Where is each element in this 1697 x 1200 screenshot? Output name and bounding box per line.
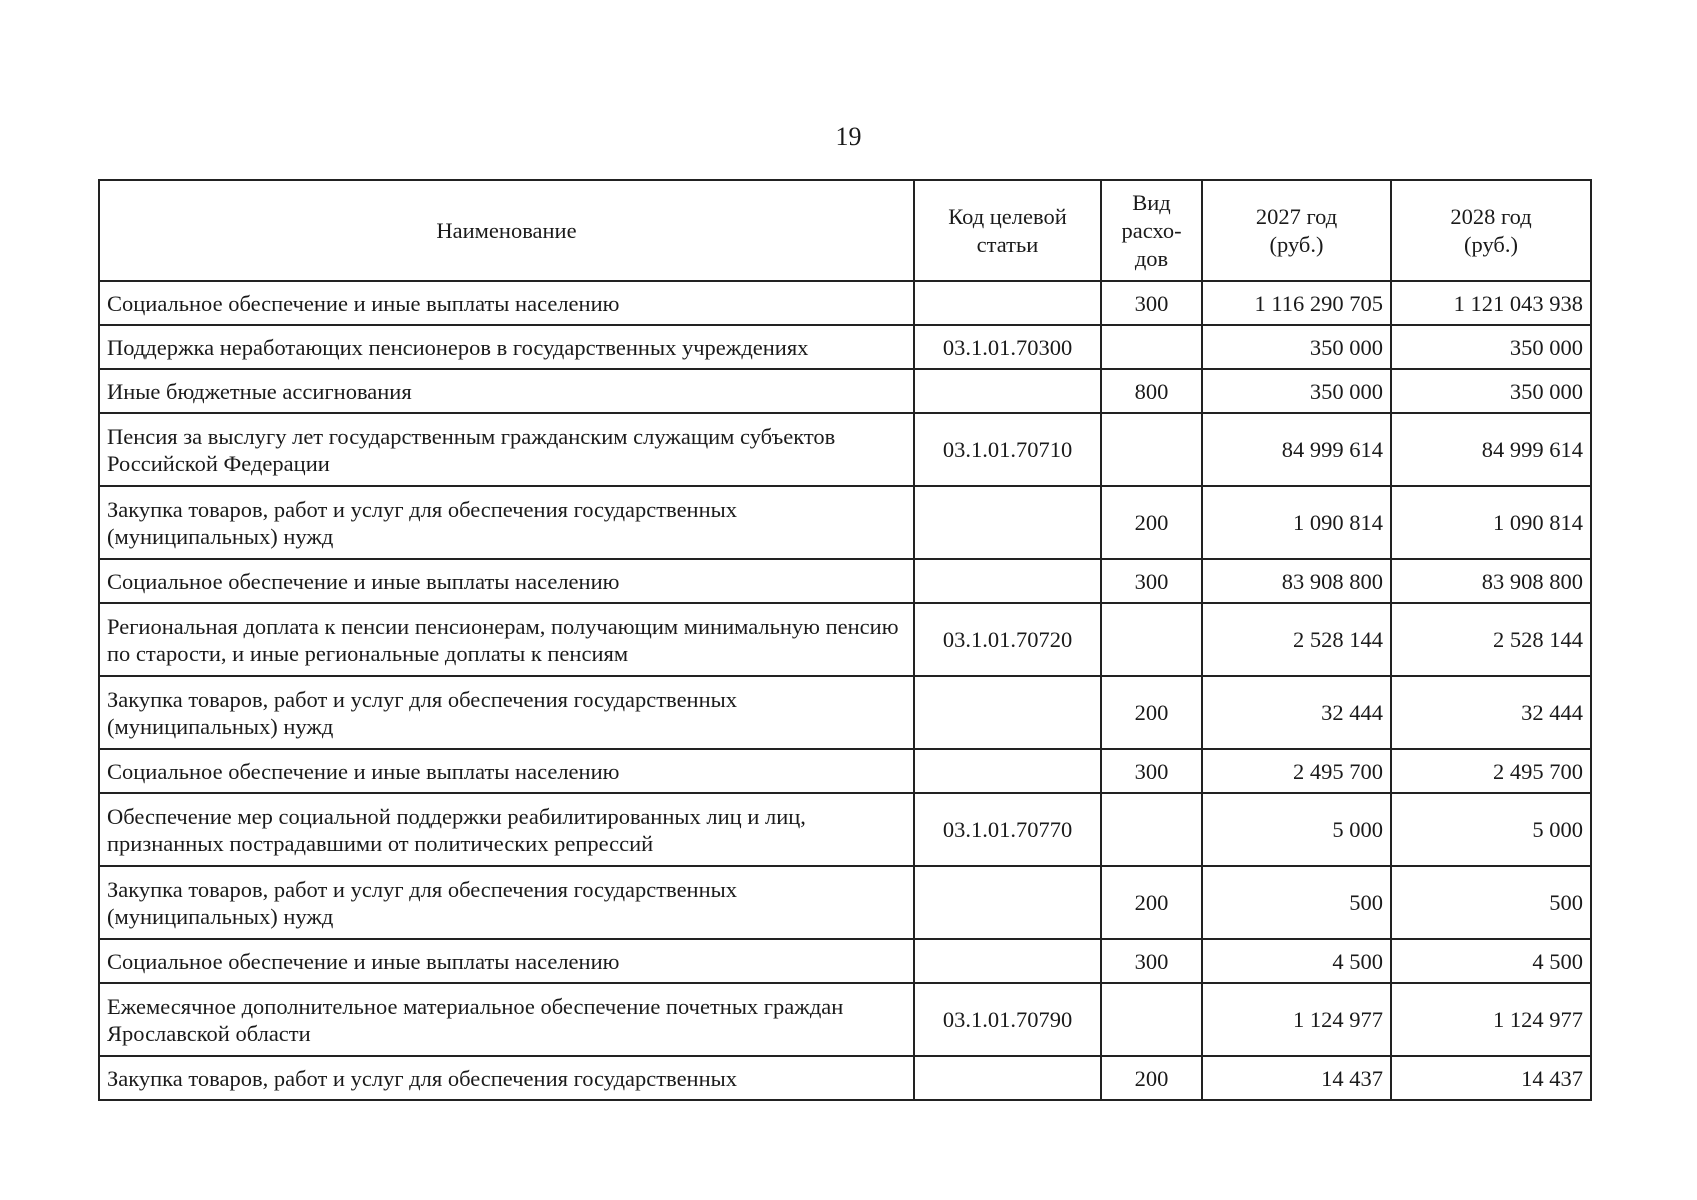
- row-type: [1101, 325, 1202, 369]
- header-type: [1101, 180, 1202, 281]
- row-2028: 1 121 043 938: [1391, 281, 1591, 325]
- row-code: [914, 559, 1101, 603]
- row-code: [914, 1056, 1101, 1100]
- header-type-text: Вид расхо-дов: [1121, 189, 1182, 271]
- row-type: 300: [1101, 559, 1202, 603]
- header-2027-text: 2027 год (руб.): [1255, 203, 1338, 257]
- row-2027: 350 000: [1202, 325, 1391, 369]
- row-name: Обеспечение мер социальной поддержки реабилитированных лиц и лиц, признанных пострадавшими от политических репрессий: [99, 793, 914, 866]
- row-2027: 4 500: [1202, 939, 1391, 983]
- row-2027: 350 000: [1202, 369, 1391, 413]
- row-code: [914, 676, 1101, 749]
- table-row: [99, 676, 1591, 749]
- row-name: Социальное обеспечение и иные выплаты населению: [99, 559, 914, 603]
- row-2027: 5 000: [1202, 793, 1391, 866]
- row-type: 300: [1101, 749, 1202, 793]
- row-type: 200: [1101, 486, 1202, 559]
- row-2028: 350 000: [1391, 369, 1591, 413]
- row-2027: 1 116 290 705: [1202, 281, 1391, 325]
- table-row: [99, 559, 1591, 603]
- row-code: [914, 369, 1101, 413]
- row-name: Иные бюджетные ассигнования: [99, 369, 914, 413]
- row-type: [1101, 413, 1202, 486]
- row-type: 200: [1101, 676, 1202, 749]
- budget-table: [98, 179, 1592, 1101]
- row-2028: 84 999 614: [1391, 413, 1591, 486]
- row-2028: 1 124 977: [1391, 983, 1591, 1056]
- row-name: Поддержка неработающих пенсионеров в государственных учреждениях: [99, 325, 914, 369]
- header-2028: [1391, 180, 1591, 281]
- row-2028: 14 437: [1391, 1056, 1591, 1100]
- row-type: 300: [1101, 939, 1202, 983]
- row-code: [914, 866, 1101, 939]
- row-type: [1101, 983, 1202, 1056]
- table-header-row: [99, 180, 1591, 281]
- table-row: [99, 866, 1591, 939]
- row-2027: 2 495 700: [1202, 749, 1391, 793]
- table-row: [99, 325, 1591, 369]
- row-type: 200: [1101, 866, 1202, 939]
- row-name: Пенсия за выслугу лет государственным гражданским служащим субъектов Российской Федерации: [99, 413, 914, 486]
- table-row: [99, 983, 1591, 1056]
- row-code: [914, 281, 1101, 325]
- row-2028: 1 090 814: [1391, 486, 1591, 559]
- row-2027: 32 444: [1202, 676, 1391, 749]
- table-row: [99, 486, 1591, 559]
- row-2027: 14 437: [1202, 1056, 1391, 1100]
- row-type: [1101, 793, 1202, 866]
- row-code: [914, 486, 1101, 559]
- table-row: [99, 939, 1591, 983]
- row-2028: 2 528 144: [1391, 603, 1591, 676]
- table-row: [99, 369, 1591, 413]
- row-2028: 83 908 800: [1391, 559, 1591, 603]
- row-name: Закупка товаров, работ и услуг для обеспечения государственных (муниципальных) нужд: [99, 676, 914, 749]
- row-code: [914, 939, 1101, 983]
- table-row: [99, 603, 1591, 676]
- row-name: Закупка товаров, работ и услуг для обеспечения государственных (муниципальных) нужд: [99, 866, 914, 939]
- row-name: Закупка товаров, работ и услуг для обеспечения государственных (муниципальных) нужд: [99, 486, 914, 559]
- row-2027: 1 124 977: [1202, 983, 1391, 1056]
- row-type: 200: [1101, 1056, 1202, 1100]
- table-row: [99, 793, 1591, 866]
- page-number: 19: [835, 122, 862, 151]
- header-code-text: Код целевой статьи: [948, 203, 1067, 257]
- row-2027: 500: [1202, 866, 1391, 939]
- header-name: Наименование: [99, 180, 914, 281]
- row-type: 800: [1101, 369, 1202, 413]
- row-code: 03.1.01.70720: [914, 603, 1101, 676]
- row-name: Социальное обеспечение и иные выплаты населению: [99, 281, 914, 325]
- row-name: Социальное обеспечение и иные выплаты населению: [99, 749, 914, 793]
- row-code: 03.1.01.70770: [914, 793, 1101, 866]
- table-row: [99, 749, 1591, 793]
- row-name: Закупка товаров, работ и услуг для обеспечения государственных: [99, 1056, 914, 1100]
- row-2027: 1 090 814: [1202, 486, 1391, 559]
- row-code: 03.1.01.70790: [914, 983, 1101, 1056]
- row-2028: 32 444: [1391, 676, 1591, 749]
- row-2028: 2 495 700: [1391, 749, 1591, 793]
- row-name: Ежемесячное дополнительное материальное обеспечение почетных граждан Ярославской области: [99, 983, 914, 1056]
- header-2028-text: 2028 год (руб.): [1450, 203, 1532, 257]
- table-row: [99, 413, 1591, 486]
- header-code: [914, 180, 1101, 281]
- row-type: 300: [1101, 281, 1202, 325]
- row-code: [914, 749, 1101, 793]
- row-2027: 2 528 144: [1202, 603, 1391, 676]
- row-type: [1101, 603, 1202, 676]
- table-row: [99, 281, 1591, 325]
- row-2028: 500: [1391, 866, 1591, 939]
- row-code: 03.1.01.70300: [914, 325, 1101, 369]
- row-2028: 350 000: [1391, 325, 1591, 369]
- row-2028: 4 500: [1391, 939, 1591, 983]
- row-2028: 5 000: [1391, 793, 1591, 866]
- row-name: Социальное обеспечение и иные выплаты населению: [99, 939, 914, 983]
- header-2027: [1202, 180, 1391, 281]
- row-2027: 83 908 800: [1202, 559, 1391, 603]
- row-name: Региональная доплата к пенсии пенсионерам, получающим минимальную пенсию по старости, и иные региональные доплаты к пенсиям: [99, 603, 914, 676]
- row-2027: 84 999 614: [1202, 413, 1391, 486]
- table-row: [99, 1056, 1591, 1100]
- row-code: 03.1.01.70710: [914, 413, 1101, 486]
